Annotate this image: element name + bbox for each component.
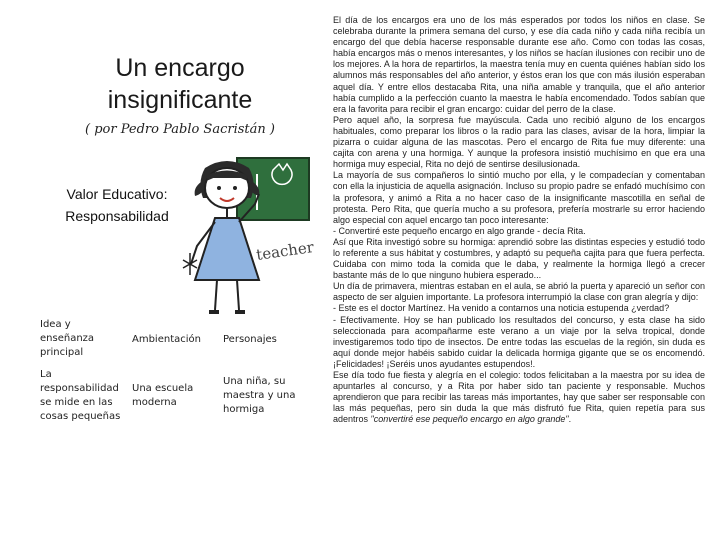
story-text [333, 15, 705, 425]
title-line-1: Un encargo [115, 54, 245, 82]
valor-value: Responsabilidad [65, 208, 169, 224]
valor-label: Valor Educativo: [66, 186, 168, 202]
teacher-illustration [165, 148, 320, 323]
story-paragraph: Pero aquel año, la sorpresa fue mayúscula. Cada uno recibió alguno de los encargos habituales, como preparar los libros o la radio para las clases, avisar de la hora, limpiar la pizarra o cuidar alguna de las mascotas. Pero el encargo de Rita fue muy diferente: una cajita con arena y una hormiga. Y aunque la profesora insistió muchísimo en que era una hormiga muy especial, Rita no dejó de sentirse desilusionada. [333, 114, 705, 170]
story-paragraph-final: Ese día todo fue fiesta y alegría en el colegio: todos felicitaban a la maestra por su idea de apuntarles al concurso, y a Rita por haber sido tan paciente y responsable. Muchos aprendieron que para recibir las tareas más importantes, hay que saber ser responsable con las más pequeñas, pero sin duda la que más disfrutó fue Rita, quien repetía para sus adentros "convertiré ese pequeño encargo en algo grande". [333, 370, 705, 425]
story-paragraph: - Convertiré este pequeño encargo en algo grande - decía Rita. [333, 225, 586, 236]
story-paragraph: Así que Rita investigó sobre su hormiga: aprendió sobre las distintas especies y estudió todo lo referente a sus hábitat y costumbres, y adaptó su pequeña cajita para que fuera perfecta. Cuidaba con mimo toda la comida que le daba, y realmente la hormiga llegó a crecer bastante más de lo que ninguno hubiera esperado... [333, 236, 705, 281]
story-paragraph: El día de los encargos era uno de los más esperados por todos los niños en clase. Se celebraba durante la primera semana del curso, y ese día cada niño y cada niña recibía un encargo del que debía hacerse responsable durante ese año. Como con todas las cosas, había encargos más o menos interesantes, y los niños se hacían ilusiones con recibir uno de los mejores. A la hora de repartirlos, la maestra tenía muy en cuenta quiénes habían sido los alumnos más responsables del año anterior, y éstos eran los que con más ilusión esperaban aquel día. Y entre ellos destacaba Rita, una niña amable y tranquila, que el año anterior había cumplido a la perfección cuanto la maestra le había encomendado. Todos sabían que era la favorita para recibir el gran encargo: cuidar del perro de la clase. [333, 15, 705, 114]
setting-header: Ambientación [132, 334, 201, 345]
story-paragraph: - Efectivamente. Hoy se han publicado los resultados del concurso, y esta clase ha sido seleccionada para acompañarme este verano a un viaje por la selva tropical, donde investigaremos todo tipo de insectos. De entre todas las escuelas de la región, sin duda es aquí donde mejor habéis sabido cuidar la delicada hormiga gigante que se os encomendó. ¡Felicidades! ¡Seréis unos ayudantes estupendos!. [333, 314, 705, 369]
setting-value: Una escuela moderna [132, 383, 194, 408]
idea-header: Idea y enseñanza principal [40, 319, 95, 358]
story-author: ( por Pedro Pablo Sacristán ) [85, 122, 275, 137]
title-line-2: insignificante [107, 86, 253, 114]
characters-header: Personajes [223, 334, 277, 345]
story-paragraph: - Este es el doctor Martínez. Ha venido a contarnos una noticia estupenda ¿verdad? [333, 303, 670, 314]
story-title [60, 52, 300, 116]
educational-value [52, 183, 182, 227]
story-paragraph: La mayoría de sus compañeros lo sintió mucho por ella, y le compadecían y comentaban con ella la injusticia de aquella asignación. Incluso su propio padre se enfadó muchísimo con la profesora, y animó a Rita a no hacer caso de la insignificante mascotilla en señal de protesta. Pero Rita, que quería mucho a su profesora, prefería mostrarle su error haciendo algo especial con aquel encargo tan poco interesante: [333, 170, 705, 225]
story-paragraph: Un día de primavera, mientras estaban en el aula, se abrió la puerta y apareció un señor con aspecto de ser alguien importante. La profesora interrumpió la clase con gran alegría y dijo: [333, 281, 705, 303]
left-column [0, 0, 330, 540]
characters-value: Una niña, su maestra y una hormiga [223, 376, 296, 415]
idea-value: La responsabilidad se mide en las cosas pequeñas [40, 369, 121, 422]
closing-quote: "convertiré ese pequeño encargo en algo grande" [370, 414, 569, 425]
teacher-label: teacher [255, 238, 315, 264]
